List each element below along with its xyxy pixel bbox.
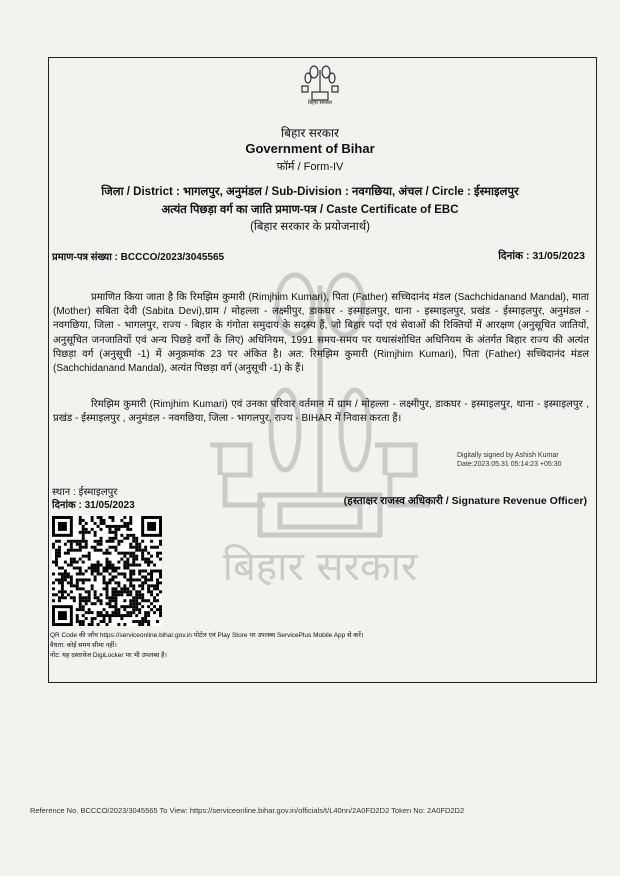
location-line: जिला / District : भागलपुर, अनुमंडल / Sub-Division : नवगछिया, अंचल / Circle : ईस्माइलपुर [101,186,519,198]
qr-notes [50,631,363,661]
qr-note-3: नोट: यह दस्तावेज DigiLocker पर भी उपलब्ध है। [50,652,167,659]
digital-signature-line-1: Digitally signed by Ashish Kumar [457,452,559,459]
certification-paragraph [53,291,589,376]
form-number: फॉर्म / Form-IV [276,161,344,173]
watermark-text: बिहार सरकार [222,544,418,590]
purpose: (बिहार सरकार के प्रयोजनार्थ) [250,221,370,233]
certificate-date: दिनांक : 31/05/2023 [498,250,585,262]
place-date: दिनांक : 31/05/2023 [52,500,135,511]
certificate-number: प्रमाण-पत्र संख्या : BCCCO/2023/3045565 [52,252,225,263]
paragraph-1: प्रमाणित किया जाता है कि रिमझिम कुमारी (Rimjhim Kumari), पिता (Father) सच्चिदानंद मंडल (Sachchidanand Mandal), माता (Mother) सबिता देवी (Sabita Devi),ग्राम / मोहल्ला - लक्ष्मीपुर, डाकघर - इस्माइलपुर, थाना - इस्माइलपुर, प्रखंड - ईस्माइलपुर, अनुमंडल - नवगछिया, जिला - भागलपुर, राज्य - बिहार के गंगोता समुदाय के सदस्य हैं, जो बिहार पदों एवं सेवाओं की रिक्तियों में आरक्षण (अनुसूचित जातियों, अनुसूचित जनजातियों एवं अन्य पिछड़े वर्गों के लिए) अधिनियम, 1991 समय-समय पर यथासंशोधित अधिनियम के अंतर्गत बिहार राज्य की अत्यंत पिछड़ा वर्ग (अनुसूची -1) में अनुक्रमांक 23 पर अंकित है। अत: रिमझिम कुमारी (Rimjhim Kumari), पिता (Father) सच्चिदानंद मंडल (Sachchidanand Mandal), अत्यंत पिछड़ा वर्ग (अनुसूची -1) के हैं। [53,292,589,375]
title-english: Government of Bihar [245,141,375,156]
residence-paragraph [53,398,589,426]
emblem-caption: बिहार सरकार [308,100,333,106]
signature-label: (हस्ताक्षर राजस्व अधिकारी / Signature Revenue Officer) [343,495,587,507]
digital-signature-line-2: Date:2023.05.31 05:14:23 +05:30 [457,461,562,468]
qr-note-2: वैधता: कोई समय सीमा नहीं। [50,642,117,649]
paragraph-2: रिमझिम कुमारी (Rimjhim Kumari) एवं उनका परिवार वर्तमान में ग्राम / मोहल्ला - लक्ष्मीपुर, डाकघर - इस्माइलपुर, थाना - इस्माइलपुर , प्रखंड - ईस्माइलपुर , अनुमंडल - नवगछिया, जिला - भागलपुर, राज्य - BIHAR में निवास करता हैं। [53,399,589,425]
qr-code [52,516,162,626]
certificate-title: अत्यंत पिछड़ा वर्ग का जाति प्रमाण-पत्र / Caste Certificate of EBC [161,204,459,216]
title-hindi: बिहार सरकार [281,126,339,140]
qr-note-1: QR Code की जाँच https://serviceonline.bihar.gov.in पोर्टल एवं Play Store पर उपलब्ध ServicePlus Mobile App से करें। [50,632,364,639]
reference-footer: Reference No. BCCCO/2023/3045565 To View: https://serviceonline.bihar.gov.in/officials/t/L40nn/2A0FD2D2 Token No: 2A0FD2D2 [30,806,465,815]
place: स्थान : ईस्माइलपुर [52,487,118,498]
